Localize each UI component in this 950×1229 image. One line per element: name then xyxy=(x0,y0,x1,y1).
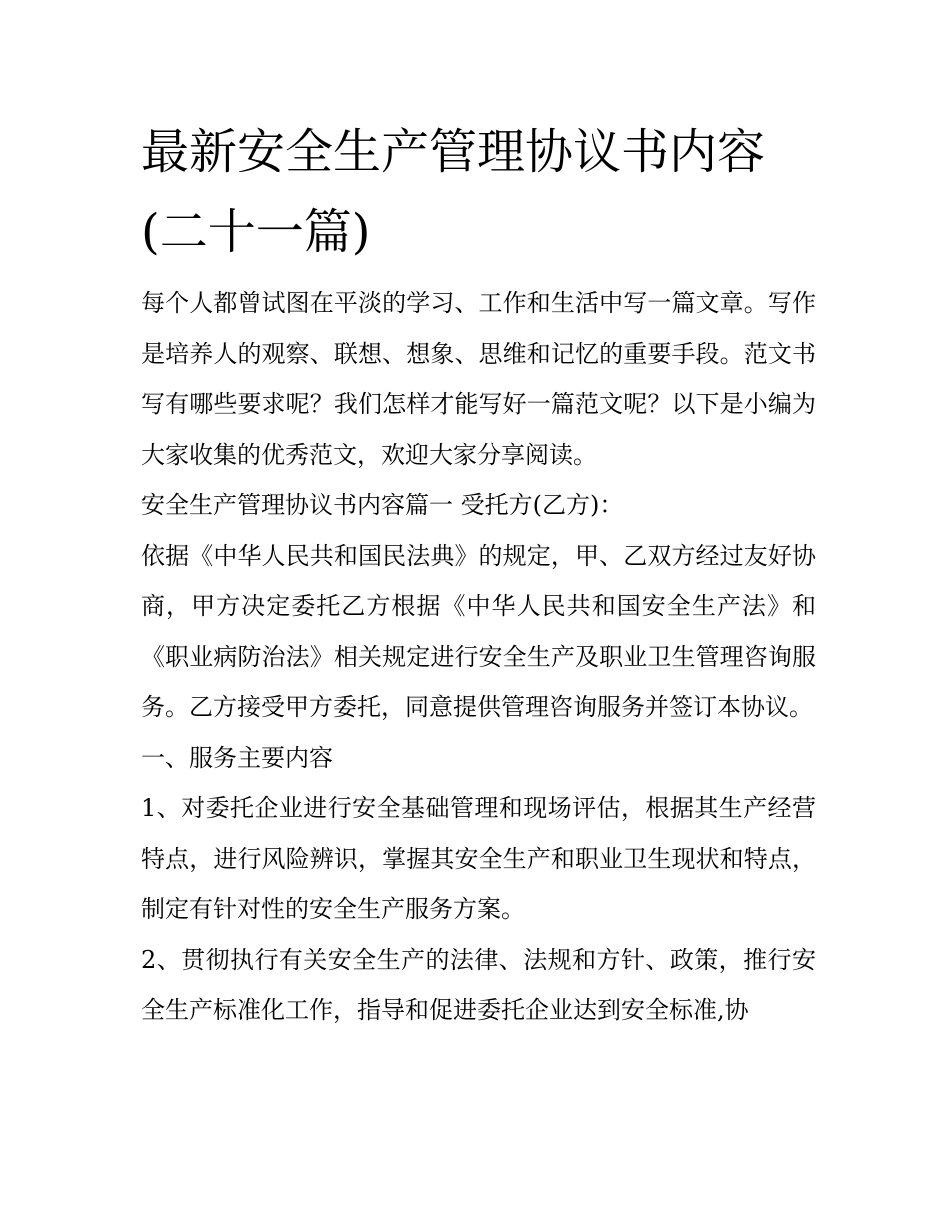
document-body xyxy=(141,112,816,1036)
title-line-2: (二十一篇) xyxy=(141,204,371,260)
document-title xyxy=(141,112,816,272)
section-heading-part-one: 安全生产管理协议书内容篇一 受托方(乙方)： xyxy=(141,491,624,519)
title-line-1: 最新安全生产管理协议书内容 xyxy=(141,124,766,180)
service-item-2: 2、贯彻执行有关安全生产的法律、法规和方针、政策，推行安全生产标准化工作，指导和促进委托企业达到安全标准,协 xyxy=(141,945,816,1024)
service-item-1: 1、对委托企业进行安全基础管理和现场评估，根据其生产经营特点，进行风险辨识，掌握其安全生产和职业卫生现状和特点，制定有针对性的安全生产服务方案。 xyxy=(141,794,816,923)
agreement-basis-paragraph: 依据《中华人民共和国民法典》的规定，甲、乙双方经过友好协商，甲方决定委托乙方根据《中华人民共和国安全生产法》和《职业病防治法》相关规定进行安全生产及职业卫生管理咨询服务。乙方接受甲方委托，同意提供管理咨询服务并签订本协议。 xyxy=(141,541,816,721)
service-content-heading: 一、服务主要内容 xyxy=(141,743,333,772)
intro-paragraph: 每个人都曾试图在平淡的学习、工作和生活中写一篇文章。写作是培养人的观察、联想、想象、思维和记忆的重要手段。范文书写有哪些要求呢？我们怎样才能写好一篇范文呢？以下是小编为大家收集的优秀范文，欢迎大家分享阅读。 xyxy=(141,289,816,469)
